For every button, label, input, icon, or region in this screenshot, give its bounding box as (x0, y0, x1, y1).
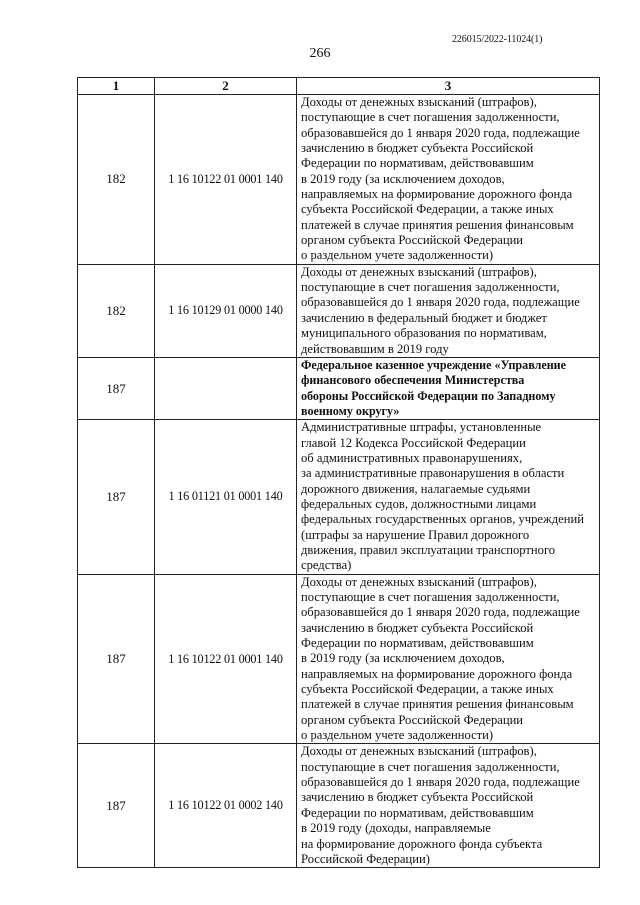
admin-code-cell: 187 (78, 357, 155, 419)
description-line: образовавшейся до 1 января 2020 года, подлежащие (301, 295, 580, 310)
admin-code-cell: 187 (78, 420, 155, 574)
description-line: органом субъекта Российской Федерации (301, 712, 524, 727)
description-line: платежей в случае принятия решения финансовым (301, 217, 574, 232)
table-row (78, 574, 600, 744)
admin-code-cell: 182 (78, 95, 155, 265)
description-cell (297, 264, 600, 357)
budget-classification-code-cell: 1 16 01121 01 0001 140 (155, 420, 297, 574)
document-id: 226015/2022-11024(1) (452, 34, 543, 45)
description-line: субъекта Российской Федерации, а также иных (301, 202, 554, 217)
description-cell (297, 357, 600, 419)
admin-code-cell: 182 (78, 264, 155, 357)
admin-code-cell: 187 (78, 744, 155, 868)
description-cell (297, 95, 600, 265)
description-line: (штрафы за нарушение Правил дорожного (301, 527, 530, 542)
column-header-1: 1 (78, 78, 155, 95)
budget-classification-code-cell: 1 16 10122 01 0002 140 (155, 744, 297, 868)
description-line: действовавшим в 2019 году (301, 341, 449, 356)
table-row (78, 95, 600, 265)
description-line: о раздельном учете задолженности) (301, 248, 494, 263)
description-line: направляемых на формирование дорожного фонда (301, 666, 573, 681)
description-line: Федеральное казенное учреждение «Управление (301, 357, 567, 372)
description-line: главой 12 Кодекса Российской Федерации (301, 435, 526, 450)
table-body (78, 95, 600, 868)
description-line: за административные правонарушения в области (301, 466, 565, 481)
admin-code-cell: 187 (78, 574, 155, 744)
description-line: поступающие в счет погашения задолженности, (301, 759, 560, 774)
description-line: в 2019 году (доходы, направляемые (301, 821, 491, 836)
description-line: Федерации по нормативам, действовавшим (301, 156, 534, 171)
description-line: направляемых на формирование дорожного фонда (301, 187, 573, 202)
description-line: платежей в случае принятия решения финансовым (301, 697, 574, 712)
description-line: поступающие в счет погашения задолженности, (301, 590, 560, 604)
description-line: зачислению в бюджет субъекта Российской (301, 620, 534, 635)
description-line: субъекта Российской Федерации, а также иных (301, 682, 554, 697)
description-line: Федерации по нормативам, действовавшим (301, 636, 534, 651)
table-row (78, 264, 600, 357)
column-header-3: 3 (297, 78, 600, 95)
description-line: поступающие в счет погашения задолженности, (301, 110, 560, 125)
description-line: о раздельном учете задолженности) (301, 728, 494, 743)
description-line: федеральных государственных органов, учреждений (301, 512, 584, 527)
revenue-codes-table (77, 77, 600, 868)
description-line: Административные штрафы, установленные (301, 420, 542, 435)
budget-classification-code-cell: 1 16 10129 01 0000 140 (155, 264, 297, 357)
description-cell (297, 744, 600, 868)
description-line: зачислению в бюджет субъекта Российской (301, 790, 534, 805)
description-line: образовавшейся до 1 января 2020 года, подлежащие (301, 125, 580, 140)
description-line: средства) (301, 558, 352, 573)
description-line: зачислению в федеральный бюджет и бюджет (301, 310, 547, 325)
budget-classification-code-cell (155, 357, 297, 419)
description-line: в 2019 году (за исключением доходов, (301, 171, 505, 186)
description-line: федеральных судов, должностными лицами (301, 496, 537, 511)
description-line: об административных правонарушениях, (301, 450, 523, 465)
description-line: на формирование дорожного фонда субъекта (301, 836, 543, 851)
description-line: образовавшейся до 1 января 2020 года, подлежащие (301, 775, 580, 790)
description-line: поступающие в счет погашения задолженности, (301, 280, 560, 295)
description-line: Доходы от денежных взысканий (штрафов), (301, 744, 537, 759)
description-cell (297, 420, 600, 574)
budget-classification-code-cell: 1 16 10122 01 0001 140 (155, 574, 297, 744)
description-line: зачислению в бюджет субъекта Российской (301, 141, 534, 156)
description-line: военному округу» (301, 403, 400, 418)
description-line: муниципального образования по нормативам, (301, 326, 547, 341)
table-header-row (78, 78, 600, 95)
description-line: образовавшейся до 1 января 2020 года, подлежащие (301, 605, 580, 620)
description-line: в 2019 году (за исключением доходов, (301, 651, 505, 666)
description-line: финансового обеспечения Министерства (301, 373, 525, 388)
column-header-2: 2 (155, 78, 297, 95)
description-line: движения, правил эксплуатации транспортного (301, 542, 556, 557)
description-line: органом субъекта Российской Федерации (301, 233, 524, 248)
budget-classification-code-cell: 1 16 10122 01 0001 140 (155, 95, 297, 265)
description-line: Федерации по нормативам, действовавшим (301, 805, 534, 820)
description-line: Доходы от денежных взысканий (штрафов), (301, 574, 537, 589)
table-row (78, 744, 600, 868)
table-row (78, 357, 600, 419)
description-line: Доходы от денежных взысканий (штрафов), (301, 264, 537, 279)
table-row (78, 420, 600, 574)
page-number: 266 (309, 46, 331, 61)
description-line: Доходы от денежных взысканий (штрафов), (301, 95, 537, 109)
description-line: обороны Российской Федерации по Западному (301, 388, 556, 403)
description-line: дорожного движения, налагаемые судьями (301, 481, 531, 496)
description-line: Российской Федерации) (301, 851, 430, 866)
description-cell (297, 574, 600, 744)
